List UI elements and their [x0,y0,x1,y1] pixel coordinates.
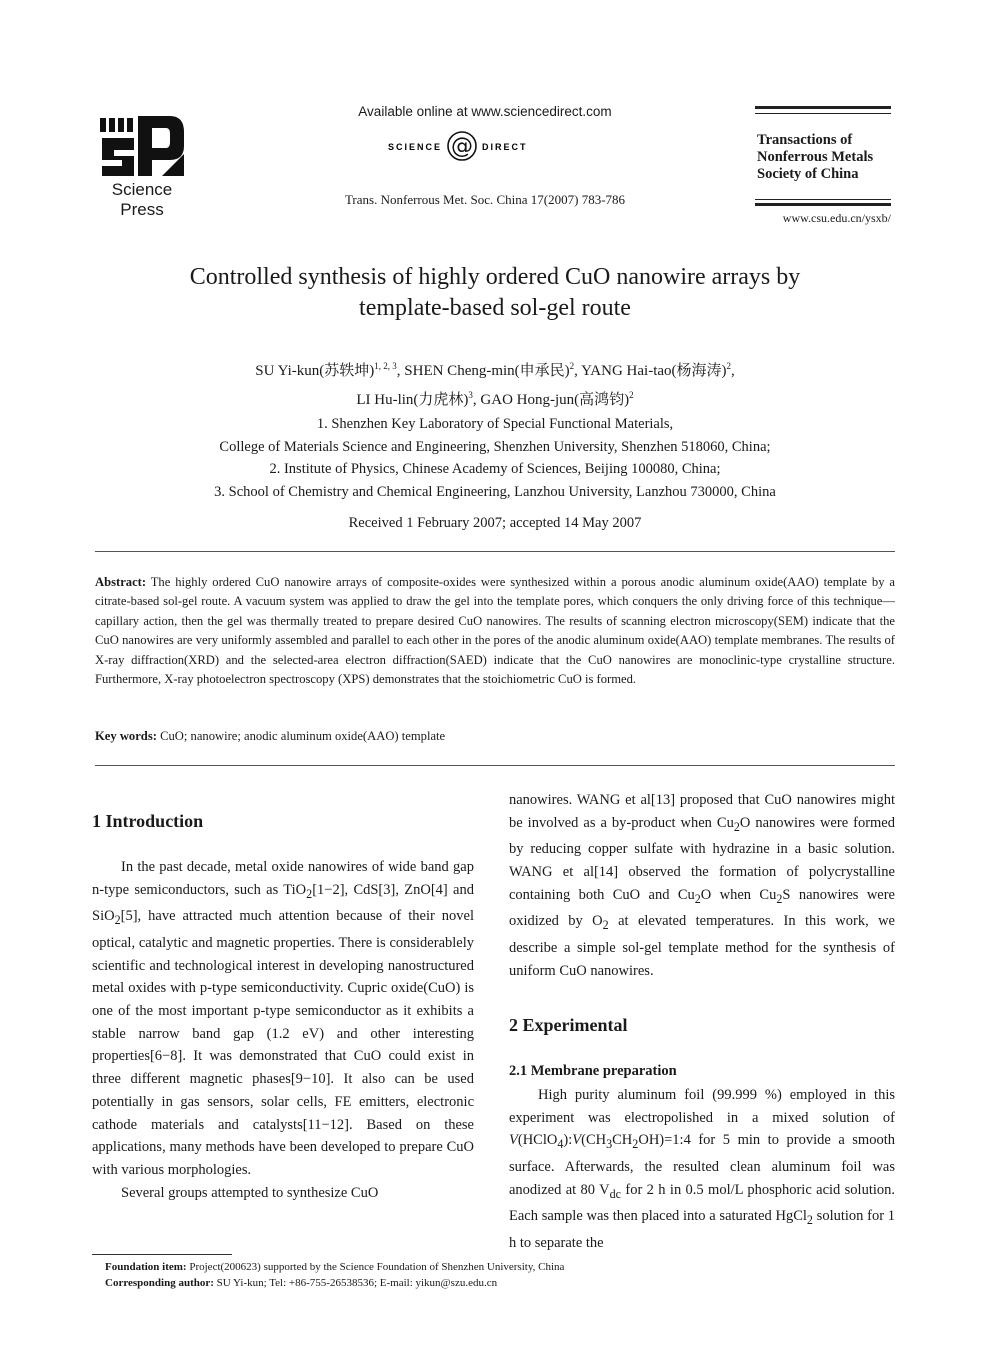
footnote-label: Foundation item: [105,1261,187,1273]
author-name: YANG Hai-tao(杨海涛) [581,363,727,379]
author-name: SHEN Cheng-min(申承民) [404,363,570,379]
affiliations [95,413,895,503]
title-line: template-based sol-gel route [359,295,631,321]
right-column [509,789,895,982]
author-affil-sup: 3 [468,390,473,400]
publisher-name-line1: Science [111,180,173,199]
title-line: Controlled synthesis of highly ordered CuO nanowire arrays by [189,264,801,290]
left-column [92,856,474,1204]
received-dates: Received 1 February 2007; accepted 14 May 2007 [348,515,642,531]
author-name: SU Yi-kun(苏轶坤) [255,363,375,379]
section-heading-introduction: 1 Introduction [92,811,204,831]
paragraph: High purity aluminum foil (99.999 %) employed in this experiment was electropolished in a mixed solution of $V(HClO_4):V(CH_3CH_2OH)=1:4$ for 5 min to provide a smooth surface. Afterwards, the resulted clean aluminum foil was anodized at 80 $V_{dc}$ for 2 h in 0.5 mol/L phosphoric acid solution. Each sample was then placed into a saturated HgCl$_2$ solution for 1 h to separate the [509,1087,896,1251]
journal-url[interactable]: www.csu.edu.cn/ysxb/ [782,211,891,225]
subsection-heading-membrane: 2.1 Membrane preparation [509,1063,677,1079]
publisher-name-line2: Press [120,200,164,219]
author-list: SU Yi-kun(苏轶坤)$^{1, 2, 3}$, SHEN Cheng-min(申承民)$^2$, YANG Hai-tao(杨海涛)$^2$, LI Hu-lin(力虎林)$^3$, GAO Hong-jun(高鸿钧)$^2$ [255,361,735,408]
journal-citation: Trans. Nonferrous Met. Soc. China 17(2007) 783-786 [344,192,626,207]
abstract-text: The highly ordered CuO nanowire arrays of composite-oxides were synthesized within a porous anodic aluminum oxide(AAO) template by a citrate-based sol-gel route. A vacuum system was applied to draw the gel into the template pores, which conquers the only driving force of this technique—capillary action, then the gel was thermally treated to prepare desired CuO nanowires. The results of scanning electron microscopy(SEM) indicate that the CuO nanowires are very uniformly assembled and parallel to each other in the pores of the anodic aluminum oxide(AAO) template membranes. The results of X-ray diffraction(XRD) and the selected-area electron diffraction(SAED) indicate that the CuO nanowires are monoclinic-type crystalline structure. Furthermore, X-ray photoelectron spectroscopy (XPS) demonstrates that the stoichiometric CuO is formed. [95,575,895,687]
journal-rule-top-thin [755,113,891,114]
journal-name-line: Nonferrous Metals [757,149,874,165]
available-online: Available online at www.sciencedirect.com [358,104,612,119]
journal-name [757,132,897,183]
keywords-text: CuO; nanowire; anodic aluminum oxide(AAO) template [160,729,446,743]
paragraph: nanowires. WANG et al[13] proposed that CuO nanowires might be involved as a by-product when $Cu_2O$ nanowires were formed by reducing copper sulfate with hydrazine in a basic solution. WANG et al[14] observed the formation of polycrystalline containing both CuO and $Cu_2O$ when $Cu_2S$ nanowires were oxidized by $O_2$ at elevated temperatures. In this work, we describe a simple sol-gel template method for the synthesis of uniform CuO nanowires. [509,792,895,979]
footnote [105,1259,895,1291]
journal-name-line: Society of China [757,166,859,182]
sciencedirect-logo [380,126,590,166]
paragraph: In the past decade, metal oxide nanowires of wide band gap n-type semiconductors, such as TiO$_2$[1−2], CdS[3], ZnO[4] and SiO$_2$[5], have attracted much attention because of their novel optical, catalytic and magnetic properties. There is considerablely scientific and technological interest in developing nanostructured metal oxides with p-type semiconductivity. Cupric oxide(CuO) is one of the most important p-type semiconductor as it exhibits a stable narrow band gap (1.2 eV) and other interesting properties[6−8]. It was demonstrated that CuO could exist in three different magnetic phases[9−10]. It also can be used potentially in gas sensors, solar cells, FE emitters, electronic cathode materials and catalysts[11−12]. Based on these applications, many methods have been developed to prepare CuO with various morphologies. [92,859,474,1178]
affiliation-line: 2. Institute of Physics, Chinese Academy of Sciences, Beijing 100080, China; [269,461,721,477]
svg-text:@: @ [451,134,473,159]
affiliation-line: 1. Shenzhen Key Laboratory of Special Functional Materials, [316,416,674,432]
paragraph: Several groups attempted to synthesize CuO [121,1184,379,1201]
author-affil-sup: 2 [726,361,732,371]
paper-title [95,262,895,324]
keywords-label: Key words: [95,729,157,743]
journal-rule-bottom-thin [755,199,891,200]
keywords [95,729,895,744]
author-name: GAO Hong-jun(高鸿钧) [480,392,630,408]
right-column-lower [509,1084,895,1255]
sciencedirect-logo-right: DIRECT [482,142,528,152]
journal-rule-top [755,106,891,109]
author-affil-sup: 2 [569,361,575,371]
affiliation-line: 3. School of Chemistry and Chemical Engineering, Lanzhou University, Lanzhou 730000, China [214,483,776,500]
footnote-text: SU Yi-kun; Tel: +86-755-26538536; E-mail: yikun@szu.edu.cn [213,1277,498,1289]
divider [95,551,895,552]
author-affil-sup: 1, 2, 3 [374,361,397,371]
footnote-label: Corresponding author: [105,1277,214,1289]
author-affil-sup: 2 [629,390,634,400]
sciencedirect-logo-left: SCIENCE [387,142,442,152]
footnote-text: Project(200623) supported by the Science Foundation of Shenzhen University, China [186,1261,565,1273]
journal-name-line: Transactions of [757,132,853,148]
footnote-rule [92,1254,232,1255]
abstract [95,573,895,689]
affiliation-line: College of Materials Science and Engineering, Shenzhen University, Shenzhen 518060, China; [219,438,771,455]
author-name: LI Hu-lin(力虎林) [356,392,469,408]
abstract-label: Abstract: [95,575,147,589]
divider [95,765,895,766]
journal-rule-bottom [755,203,891,206]
section-heading-experimental: 2 Experimental [509,1015,628,1035]
